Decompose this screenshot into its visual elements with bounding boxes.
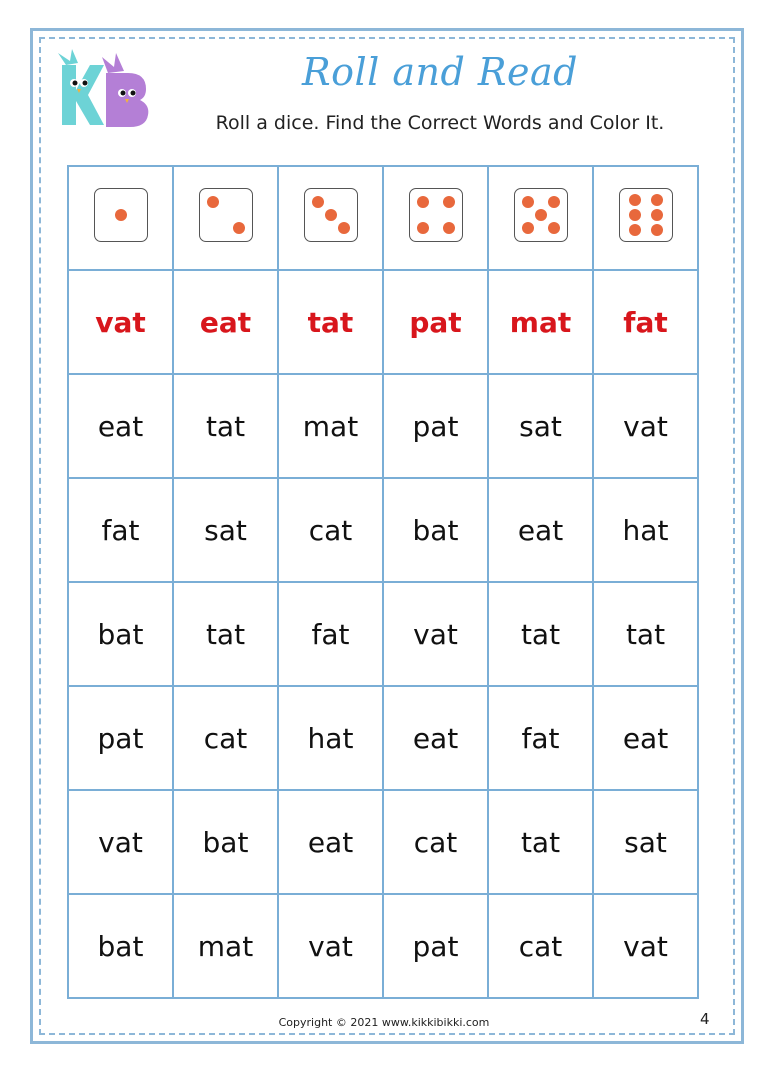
word-cell[interactable]: pat <box>383 374 488 478</box>
target-word: tat <box>278 270 383 374</box>
word-row <box>68 478 698 582</box>
word-row <box>68 582 698 686</box>
word-cell[interactable]: tat <box>173 374 278 478</box>
word-cell[interactable]: cat <box>173 686 278 790</box>
word-row <box>68 686 698 790</box>
target-word: mat <box>488 270 593 374</box>
word-cell[interactable]: mat <box>173 894 278 998</box>
word-cell[interactable]: hat <box>593 478 698 582</box>
worksheet-instructions: Roll a dice. Find the Correct Words and Color It. <box>215 112 665 134</box>
word-cell[interactable]: vat <box>593 894 698 998</box>
die-six-icon <box>619 188 673 242</box>
word-cell[interactable]: tat <box>488 582 593 686</box>
die-cell <box>173 166 278 270</box>
word-cell[interactable]: bat <box>173 790 278 894</box>
die-one-icon <box>94 188 148 242</box>
word-cell[interactable]: cat <box>383 790 488 894</box>
word-cell[interactable]: eat <box>383 686 488 790</box>
die-cell <box>488 166 593 270</box>
roll-and-read-grid <box>67 165 699 999</box>
word-row <box>68 894 698 998</box>
die-five-icon <box>514 188 568 242</box>
word-cell[interactable]: pat <box>383 894 488 998</box>
word-cell[interactable]: eat <box>488 478 593 582</box>
word-cell[interactable]: bat <box>68 582 173 686</box>
word-cell[interactable]: cat <box>278 478 383 582</box>
die-cell <box>68 166 173 270</box>
word-cell[interactable]: tat <box>593 582 698 686</box>
word-cell[interactable]: mat <box>278 374 383 478</box>
word-cell[interactable]: sat <box>173 478 278 582</box>
word-cell[interactable]: sat <box>593 790 698 894</box>
word-cell[interactable]: vat <box>383 582 488 686</box>
word-cell[interactable]: tat <box>173 582 278 686</box>
word-row <box>68 790 698 894</box>
dice-row <box>68 166 698 270</box>
copyright-text: Copyright © 2021 www.kikkibikki.com <box>278 1016 490 1029</box>
word-cell[interactable]: tat <box>488 790 593 894</box>
die-three-icon <box>304 188 358 242</box>
worksheet-title: Roll and Read <box>302 50 578 94</box>
word-cell[interactable]: bat <box>68 894 173 998</box>
word-cell[interactable]: vat <box>68 790 173 894</box>
die-cell <box>278 166 383 270</box>
word-cell[interactable]: fat <box>68 478 173 582</box>
word-cell[interactable]: eat <box>593 686 698 790</box>
target-word: pat <box>383 270 488 374</box>
die-two-icon <box>199 188 253 242</box>
die-cell <box>383 166 488 270</box>
die-cell <box>593 166 698 270</box>
word-cell[interactable]: fat <box>488 686 593 790</box>
word-cell[interactable]: vat <box>593 374 698 478</box>
word-cell[interactable]: hat <box>278 686 383 790</box>
target-word: vat <box>68 270 173 374</box>
page-number: 4 <box>700 1010 710 1028</box>
word-cell[interactable]: sat <box>488 374 593 478</box>
target-word: eat <box>173 270 278 374</box>
word-cell[interactable]: pat <box>68 686 173 790</box>
word-cell[interactable]: eat <box>278 790 383 894</box>
target-words-row <box>68 270 698 374</box>
word-cell[interactable]: bat <box>383 478 488 582</box>
word-cell[interactable]: vat <box>278 894 383 998</box>
word-cell[interactable]: cat <box>488 894 593 998</box>
die-four-icon <box>409 188 463 242</box>
word-row <box>68 374 698 478</box>
kb-logo <box>52 45 152 130</box>
target-word: fat <box>593 270 698 374</box>
word-cell[interactable]: eat <box>68 374 173 478</box>
word-cell[interactable]: fat <box>278 582 383 686</box>
